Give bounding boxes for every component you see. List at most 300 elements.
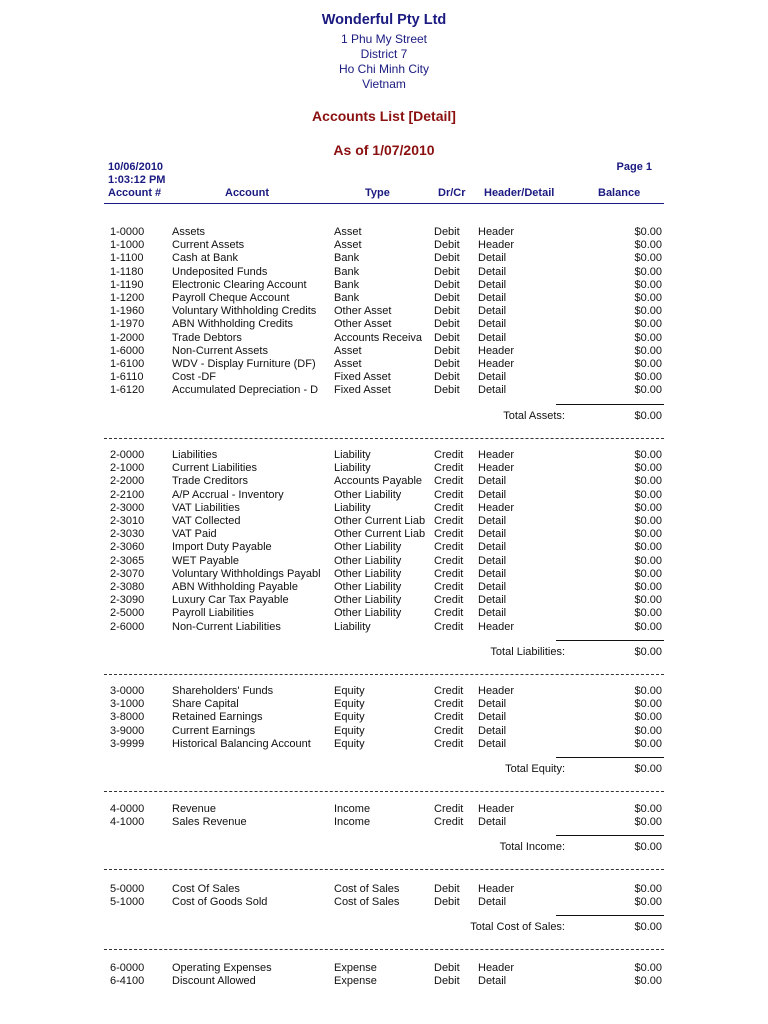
account-type: Equity bbox=[334, 724, 365, 737]
account-drcr: Credit bbox=[434, 698, 464, 711]
account-drcr: Credit bbox=[434, 724, 464, 737]
column-header-header-detail: Header/Detail bbox=[484, 187, 555, 199]
account-balance: $0.00 bbox=[634, 278, 662, 291]
account-header-detail: Header bbox=[478, 462, 515, 475]
table-row bbox=[0, 305, 768, 318]
account-name: Luxury Car Tax Payable bbox=[172, 594, 289, 607]
account-type: Other Asset bbox=[334, 305, 392, 318]
account-number: 1-1200 bbox=[110, 292, 145, 304]
table-row bbox=[0, 371, 768, 384]
account-name: Cost of Goods Sold bbox=[172, 896, 268, 909]
account-balance: $0.00 bbox=[634, 292, 662, 304]
account-drcr: Debit bbox=[434, 896, 460, 909]
account-name: Voluntary Withholdings Payabl bbox=[172, 567, 321, 580]
account-drcr: Debit bbox=[434, 331, 460, 344]
section-total bbox=[0, 762, 768, 776]
account-header-detail: Detail bbox=[478, 975, 507, 988]
table-row bbox=[0, 279, 768, 292]
account-balance: $0.00 bbox=[634, 358, 662, 370]
account-drcr: Debit bbox=[434, 358, 460, 370]
account-number: 1-6120 bbox=[110, 384, 145, 397]
table-row bbox=[0, 345, 768, 358]
account-header-detail: Header bbox=[478, 883, 515, 895]
account-type: Bank bbox=[334, 265, 360, 278]
account-header-detail: Detail bbox=[478, 554, 507, 567]
table-row bbox=[0, 725, 768, 738]
account-name: Current Assets bbox=[172, 239, 245, 252]
account-name: VAT Paid bbox=[172, 528, 217, 541]
account-name: Current Liabilities bbox=[172, 462, 257, 475]
account-header-detail: Detail bbox=[478, 278, 507, 291]
account-drcr: Credit bbox=[434, 607, 464, 620]
account-type: Asset bbox=[334, 239, 362, 252]
report-title: Accounts List [Detail] bbox=[312, 108, 456, 124]
account-name: VAT Collected bbox=[172, 515, 241, 527]
account-header-detail: Header bbox=[478, 344, 515, 357]
account-header-detail: Detail bbox=[478, 816, 507, 829]
account-header-detail: Detail bbox=[478, 698, 507, 711]
account-number: 1-1970 bbox=[110, 318, 145, 331]
table-row bbox=[0, 358, 768, 371]
section-total bbox=[0, 920, 768, 934]
total-rule bbox=[556, 640, 664, 641]
account-balance: $0.00 bbox=[634, 737, 662, 750]
address-line: Vietnam bbox=[362, 77, 406, 91]
table-row bbox=[0, 607, 768, 620]
table-row bbox=[0, 555, 768, 568]
account-type: Fixed Asset bbox=[334, 384, 391, 397]
header-underline bbox=[104, 203, 664, 204]
account-drcr: Credit bbox=[434, 501, 464, 514]
account-number: 6-0000 bbox=[110, 962, 145, 974]
account-balance: $0.00 bbox=[634, 305, 662, 318]
account-type: Asset bbox=[334, 344, 362, 357]
table-row bbox=[0, 318, 768, 331]
account-type: Equity bbox=[334, 737, 365, 750]
account-header-detail: Detail bbox=[478, 331, 507, 344]
table-row bbox=[0, 738, 768, 751]
account-header-detail: Detail bbox=[478, 292, 507, 304]
table-row bbox=[0, 883, 768, 896]
account-name: Discount Allowed bbox=[172, 975, 256, 988]
account-balance: $0.00 bbox=[634, 816, 662, 829]
account-number: 2-2000 bbox=[110, 475, 145, 488]
account-number: 2-3060 bbox=[110, 541, 145, 554]
table-row bbox=[0, 292, 768, 305]
account-number: 1-1180 bbox=[110, 265, 144, 278]
account-number: 2-3090 bbox=[110, 594, 145, 607]
account-name: Assets bbox=[172, 226, 206, 238]
account-header-detail: Detail bbox=[478, 488, 507, 501]
account-number: 2-0000 bbox=[110, 449, 145, 461]
account-balance: $0.00 bbox=[634, 594, 662, 607]
account-number: 2-6000 bbox=[110, 620, 145, 633]
table-row bbox=[0, 239, 768, 252]
total-rule bbox=[556, 915, 664, 916]
account-name: Accumulated Depreciation - D bbox=[172, 384, 319, 397]
account-drcr: Credit bbox=[434, 488, 464, 501]
account-name: Retained Earnings bbox=[172, 711, 263, 724]
account-number: 3-1000 bbox=[110, 698, 145, 711]
section-divider bbox=[104, 869, 664, 870]
account-name: Voluntary Withholding Credits bbox=[172, 305, 317, 318]
section-divider bbox=[104, 791, 664, 792]
account-header-detail: Header bbox=[478, 620, 515, 633]
account-type: Cost of Sales bbox=[334, 883, 400, 895]
account-type: Other Liability bbox=[334, 567, 402, 580]
account-drcr: Credit bbox=[434, 449, 464, 461]
account-drcr: Credit bbox=[434, 711, 464, 724]
account-type: Other Current Liab bbox=[334, 528, 426, 541]
account-type: Bank bbox=[334, 278, 360, 291]
account-balance: $0.00 bbox=[634, 252, 662, 265]
account-number: 5-1000 bbox=[110, 896, 145, 909]
section-total bbox=[0, 840, 768, 854]
account-drcr: Credit bbox=[434, 620, 464, 633]
section-divider bbox=[104, 949, 664, 950]
table-row bbox=[0, 816, 768, 829]
table-row bbox=[0, 475, 768, 488]
account-drcr: Credit bbox=[434, 462, 464, 475]
account-balance: $0.00 bbox=[634, 724, 662, 737]
account-name: Revenue bbox=[172, 803, 217, 815]
account-number: 1-1000 bbox=[110, 239, 145, 252]
account-header-detail: Detail bbox=[478, 265, 507, 278]
account-name: Trade Debtors bbox=[172, 331, 242, 344]
account-header-detail: Detail bbox=[478, 515, 507, 527]
account-balance: $0.00 bbox=[634, 567, 662, 580]
account-header-detail: Detail bbox=[478, 567, 507, 580]
account-drcr: Credit bbox=[434, 685, 464, 697]
account-drcr: Credit bbox=[434, 737, 464, 750]
table-row bbox=[0, 568, 768, 581]
report-date: 10/06/2010 bbox=[108, 161, 164, 173]
account-number: 1-0000 bbox=[110, 226, 145, 238]
total-label: Total Income: bbox=[499, 841, 565, 854]
account-header-detail: Detail bbox=[478, 594, 507, 607]
account-name: WET Payable bbox=[172, 554, 240, 567]
account-drcr: Debit bbox=[434, 975, 460, 988]
account-balance: $0.00 bbox=[634, 226, 662, 238]
total-label: Total Equity: bbox=[505, 763, 565, 775]
account-drcr: Debit bbox=[434, 344, 460, 357]
account-type: Income bbox=[334, 803, 371, 815]
account-number: 2-3070 bbox=[110, 567, 145, 580]
account-type: Liability bbox=[334, 501, 371, 514]
table-row bbox=[0, 489, 768, 502]
table-row bbox=[0, 594, 768, 607]
account-number: 2-3065 bbox=[110, 554, 145, 567]
table-row bbox=[0, 252, 768, 265]
table-row bbox=[0, 266, 768, 279]
account-name: Operating Expenses bbox=[172, 962, 272, 974]
account-balance: $0.00 bbox=[634, 515, 662, 527]
account-header-detail: Detail bbox=[478, 371, 507, 384]
account-balance: $0.00 bbox=[634, 528, 662, 541]
account-number: 1-1100 bbox=[110, 252, 144, 265]
account-type: Asset bbox=[334, 226, 362, 238]
account-drcr: Debit bbox=[434, 292, 460, 304]
table-row bbox=[0, 896, 768, 909]
account-balance: $0.00 bbox=[634, 371, 662, 384]
account-balance: $0.00 bbox=[634, 685, 662, 697]
total-rule bbox=[556, 404, 664, 405]
section-divider bbox=[104, 674, 664, 675]
table-row bbox=[0, 528, 768, 541]
account-header-detail: Header bbox=[478, 685, 515, 697]
account-header-detail: Detail bbox=[478, 384, 507, 397]
account-name: Cost -DF bbox=[172, 371, 216, 384]
account-number: 1-6110 bbox=[110, 371, 144, 384]
page-number: Page 1 bbox=[616, 161, 652, 173]
section-total bbox=[0, 645, 768, 659]
account-drcr: Credit bbox=[434, 528, 464, 541]
account-type: Bank bbox=[334, 252, 360, 265]
column-header-number: Account # bbox=[108, 187, 162, 199]
total-label: Total Assets: bbox=[503, 409, 565, 422]
account-header-detail: Header bbox=[478, 239, 515, 252]
account-balance: $0.00 bbox=[634, 620, 662, 633]
account-name: Non-Current Assets bbox=[172, 344, 268, 357]
account-number: 3-9000 bbox=[110, 724, 145, 737]
table-row bbox=[0, 502, 768, 515]
total-value: $0.00 bbox=[634, 921, 662, 934]
table-row bbox=[0, 975, 768, 988]
account-balance: $0.00 bbox=[634, 331, 662, 344]
account-number: 2-3080 bbox=[110, 581, 145, 593]
account-balance: $0.00 bbox=[634, 449, 662, 461]
account-name: Trade Creditors bbox=[172, 475, 249, 488]
account-number: 1-6100 bbox=[110, 358, 145, 370]
account-header-detail: Detail bbox=[478, 318, 507, 331]
account-type: Other Liability bbox=[334, 607, 402, 620]
account-number: 1-2000 bbox=[110, 331, 145, 344]
total-value: $0.00 bbox=[634, 841, 662, 854]
account-balance: $0.00 bbox=[634, 896, 662, 909]
account-drcr: Debit bbox=[434, 305, 460, 318]
account-name: Cash at Bank bbox=[172, 252, 239, 265]
section-divider bbox=[104, 438, 664, 439]
section-total bbox=[0, 409, 768, 423]
account-type: Equity bbox=[334, 698, 365, 711]
account-drcr: Credit bbox=[434, 803, 464, 815]
total-rule bbox=[556, 757, 664, 758]
account-balance: $0.00 bbox=[634, 239, 662, 252]
account-type: Other Current Liab bbox=[334, 515, 426, 527]
account-number: 3-0000 bbox=[110, 685, 145, 697]
total-label: Total Liabilities: bbox=[490, 645, 565, 658]
account-number: 2-3000 bbox=[110, 501, 145, 514]
account-type: Liability bbox=[334, 462, 371, 475]
total-value: $0.00 bbox=[634, 763, 662, 775]
account-header-detail: Header bbox=[478, 226, 515, 238]
account-number: 4-0000 bbox=[110, 803, 145, 815]
account-balance: $0.00 bbox=[634, 975, 662, 988]
account-name: Cost Of Sales bbox=[172, 883, 240, 895]
account-drcr: Debit bbox=[434, 278, 460, 291]
account-balance: $0.00 bbox=[634, 265, 662, 278]
account-drcr: Credit bbox=[434, 816, 464, 829]
account-balance: $0.00 bbox=[634, 962, 662, 974]
account-number: 4-1000 bbox=[110, 816, 145, 829]
account-header-detail: Detail bbox=[478, 607, 507, 620]
account-drcr: Credit bbox=[434, 594, 464, 607]
table-row bbox=[0, 541, 768, 554]
account-number: 1-1960 bbox=[110, 305, 145, 318]
account-header-detail: Detail bbox=[478, 475, 507, 488]
account-type: Equity bbox=[334, 685, 365, 697]
account-number: 2-3010 bbox=[110, 515, 145, 527]
account-name: Electronic Clearing Account bbox=[172, 278, 307, 291]
table-row bbox=[0, 332, 768, 345]
address-line: 1 Phu My Street bbox=[340, 32, 428, 46]
account-name: Liabilities bbox=[172, 449, 218, 461]
table-row bbox=[0, 449, 768, 462]
address-line: Ho Chi Minh City bbox=[338, 62, 430, 76]
total-value: $0.00 bbox=[634, 645, 662, 658]
account-balance: $0.00 bbox=[634, 475, 662, 488]
account-drcr: Credit bbox=[434, 475, 464, 488]
account-balance: $0.00 bbox=[634, 344, 662, 357]
total-rule bbox=[556, 835, 664, 836]
account-drcr: Debit bbox=[434, 962, 460, 974]
table-row bbox=[0, 226, 768, 239]
account-balance: $0.00 bbox=[634, 698, 662, 711]
account-balance: $0.00 bbox=[634, 883, 662, 895]
account-type: Expense bbox=[334, 975, 377, 988]
account-name: Current Earnings bbox=[172, 724, 256, 737]
account-name: Shareholders' Funds bbox=[172, 685, 274, 697]
account-name: Payroll Cheque Account bbox=[172, 292, 290, 304]
account-balance: $0.00 bbox=[634, 462, 662, 475]
address-line: District 7 bbox=[360, 47, 408, 61]
account-name: ABN Withholding Payable bbox=[172, 581, 298, 593]
account-name: VAT Liabilities bbox=[172, 501, 240, 514]
account-type: Bank bbox=[334, 292, 360, 304]
account-header-detail: Detail bbox=[478, 581, 507, 593]
table-row bbox=[0, 462, 768, 475]
account-balance: $0.00 bbox=[634, 554, 662, 567]
account-header-detail: Detail bbox=[478, 305, 507, 318]
column-header-account: Account bbox=[225, 187, 269, 199]
account-type: Other Liability bbox=[334, 581, 402, 593]
account-drcr: Debit bbox=[434, 239, 460, 252]
account-header-detail: Detail bbox=[478, 541, 507, 554]
account-balance: $0.00 bbox=[634, 711, 662, 724]
account-name: Historical Balancing Account bbox=[172, 737, 311, 750]
account-type: Accounts Payable bbox=[334, 475, 423, 488]
account-balance: $0.00 bbox=[634, 384, 662, 397]
account-number: 2-2100 bbox=[110, 488, 145, 501]
account-type: Expense bbox=[334, 962, 377, 974]
account-type: Other Liability bbox=[334, 554, 402, 567]
account-type: Accounts Receiva bbox=[334, 331, 423, 344]
report-time: 1:03:12 PM bbox=[108, 174, 166, 186]
account-name: Payroll Liabilities bbox=[172, 607, 254, 620]
account-header-detail: Detail bbox=[478, 528, 507, 541]
table-row bbox=[0, 384, 768, 397]
table-row bbox=[0, 581, 768, 594]
account-number: 3-9999 bbox=[110, 737, 145, 750]
account-drcr: Debit bbox=[434, 371, 460, 384]
company-name: Wonderful Pty Ltd bbox=[321, 12, 447, 28]
account-name: A/P Accrual - Inventory bbox=[172, 488, 284, 501]
account-header-detail: Detail bbox=[478, 737, 507, 750]
account-drcr: Credit bbox=[434, 554, 464, 567]
total-label: Total Cost of Sales: bbox=[470, 921, 565, 934]
account-name: ABN Withholding Credits bbox=[172, 318, 294, 331]
account-type: Cost of Sales bbox=[334, 896, 400, 909]
account-type: Other Liability bbox=[334, 541, 402, 554]
account-number: 2-1000 bbox=[110, 462, 145, 475]
account-drcr: Debit bbox=[434, 226, 460, 238]
table-row bbox=[0, 711, 768, 724]
account-number: 2-5000 bbox=[110, 607, 145, 620]
table-row bbox=[0, 962, 768, 975]
account-header-detail: Header bbox=[478, 962, 515, 974]
account-drcr: Debit bbox=[434, 265, 460, 278]
account-balance: $0.00 bbox=[634, 541, 662, 554]
account-type: Other Liability bbox=[334, 594, 402, 607]
account-drcr: Debit bbox=[434, 252, 460, 265]
account-type: Income bbox=[334, 816, 371, 829]
account-number: 5-0000 bbox=[110, 883, 145, 895]
account-number: 1-1190 bbox=[110, 278, 144, 291]
account-balance: $0.00 bbox=[634, 318, 662, 331]
account-header-detail: Detail bbox=[478, 711, 507, 724]
account-number: 6-4100 bbox=[110, 975, 145, 988]
account-type: Other Liability bbox=[334, 488, 402, 501]
account-number: 3-8000 bbox=[110, 711, 145, 724]
account-type: Fixed Asset bbox=[334, 371, 391, 384]
account-number: 1-6000 bbox=[110, 344, 145, 357]
account-balance: $0.00 bbox=[634, 803, 662, 815]
account-balance: $0.00 bbox=[634, 607, 662, 620]
account-balance: $0.00 bbox=[634, 501, 662, 514]
report-as-of: As of 1/07/2010 bbox=[333, 142, 435, 158]
account-type: Liability bbox=[334, 449, 371, 461]
account-header-detail: Detail bbox=[478, 252, 507, 265]
account-name: Share Capital bbox=[172, 698, 239, 711]
account-drcr: Credit bbox=[434, 581, 464, 593]
account-name: WDV - Display Furniture (DF) bbox=[172, 358, 316, 370]
account-header-detail: Detail bbox=[478, 896, 507, 909]
account-drcr: Debit bbox=[434, 384, 460, 397]
table-row bbox=[0, 803, 768, 816]
account-drcr: Credit bbox=[434, 515, 464, 527]
account-drcr: Debit bbox=[434, 318, 460, 331]
account-header-detail: Header bbox=[478, 358, 515, 370]
table-row bbox=[0, 685, 768, 698]
table-row bbox=[0, 698, 768, 711]
column-header-balance: Balance bbox=[598, 187, 641, 199]
account-name: Import Duty Payable bbox=[172, 541, 272, 554]
account-header-detail: Header bbox=[478, 501, 515, 514]
account-header-detail: Header bbox=[478, 449, 515, 461]
account-name: Undeposited Funds bbox=[172, 265, 268, 278]
account-type: Equity bbox=[334, 711, 365, 724]
account-balance: $0.00 bbox=[634, 581, 662, 593]
account-name: Sales Revenue bbox=[172, 816, 247, 829]
account-type: Other Asset bbox=[334, 318, 392, 331]
account-balance: $0.00 bbox=[634, 488, 662, 501]
account-type: Liability bbox=[334, 620, 371, 633]
account-name: Non-Current Liabilities bbox=[172, 620, 281, 633]
account-header-detail: Detail bbox=[478, 724, 507, 737]
account-number: 2-3030 bbox=[110, 528, 145, 541]
account-drcr: Credit bbox=[434, 541, 464, 554]
account-drcr: Credit bbox=[434, 567, 464, 580]
